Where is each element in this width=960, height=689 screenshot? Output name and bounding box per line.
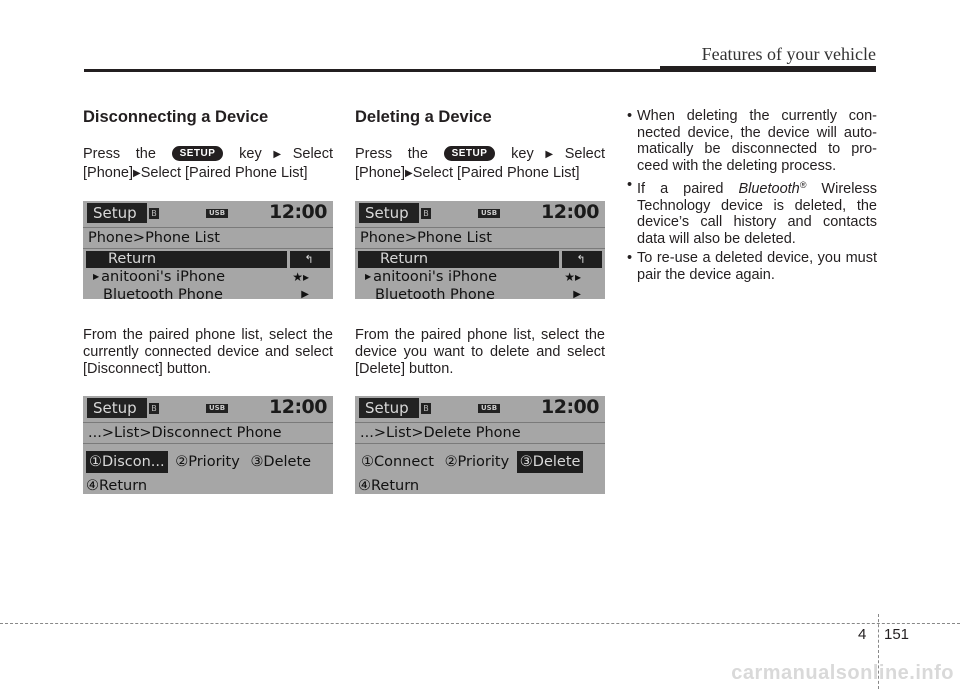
- breadcrumb: ...>List>Delete Phone: [355, 422, 605, 444]
- section-heading: Deleting a Device: [355, 108, 492, 126]
- setup-title: Setup: [87, 398, 147, 418]
- note-item: • When deleting the currently con-nected device, the device will auto-matically be disconnected to pro-ceed with the deleting process.: [625, 108, 877, 174]
- setup-title: Setup: [359, 398, 419, 418]
- bluetooth-icon: B: [149, 403, 159, 414]
- arrow-right-icon: ▶: [405, 168, 413, 179]
- list-item[interactable]: Bluetooth Phone ▶: [83, 286, 333, 299]
- priority-option[interactable]: ②Priority: [175, 454, 240, 470]
- caret-right-icon: ▶: [301, 289, 309, 299]
- arrow-right-icon: ▶: [261, 149, 293, 160]
- option-row: [83, 448, 333, 476]
- usb-icon: USB: [206, 209, 228, 218]
- option-row: [355, 448, 605, 476]
- arrow-right-icon: ▶: [133, 168, 141, 179]
- caret-right-icon: ▶: [573, 289, 581, 299]
- phone-list-screen: [355, 201, 605, 299]
- return-option[interactable]: ④Return: [86, 478, 148, 494]
- setup-title: Setup: [359, 203, 419, 223]
- footer-rule: [0, 623, 960, 624]
- priority-option[interactable]: ②Priority: [444, 454, 510, 470]
- clock: 12:00: [541, 396, 599, 418]
- instruction-line-2: [Phone]▶Select [Paired Phone List]: [83, 165, 308, 181]
- instruction-line-2: [Phone]▶Select [Paired Phone List]: [355, 165, 580, 181]
- caret-right-icon: ▶: [93, 272, 100, 281]
- chapter-number: 4: [858, 626, 867, 643]
- usb-icon: USB: [478, 404, 500, 413]
- back-icon: ↰: [559, 251, 600, 268]
- delete-phone-screen: [355, 396, 605, 494]
- note-item: • If a paired Bluetooth® Wireless Technology device is deleted, the device’s call history and contacts data will also be deleted.: [625, 177, 877, 247]
- bluetooth-icon: B: [421, 208, 431, 219]
- notes-column: [625, 108, 877, 286]
- star-icon: ★▸: [292, 270, 309, 284]
- star-icon: ★▸: [564, 270, 581, 284]
- list-item-return[interactable]: Return ↰: [86, 251, 330, 268]
- breadcrumb: Phone>Phone List: [83, 227, 333, 249]
- breadcrumb: Phone>Phone List: [355, 227, 605, 249]
- list-item[interactable]: ▶ anitooni's iPhone ★▸: [93, 269, 309, 285]
- setup-key-badge: SETUP: [172, 146, 224, 161]
- disconnect-phone-screen: [83, 396, 333, 494]
- clock: 12:00: [269, 396, 327, 418]
- list-item[interactable]: ▶ anitooni's iPhone ★▸: [365, 269, 581, 285]
- page-header-title: Features of your vehicle: [701, 44, 876, 64]
- disconnect-option[interactable]: ①Discon...: [86, 451, 168, 473]
- paragraph: From the paired phone list, select the currently connected device and select [Disconnect] button.: [83, 327, 333, 377]
- back-icon: ↰: [287, 251, 328, 268]
- page-number: 151: [884, 626, 910, 643]
- list-item[interactable]: Bluetooth Phone ▶: [355, 286, 605, 299]
- usb-icon: USB: [478, 209, 500, 218]
- setup-key-badge: SETUP: [444, 146, 496, 161]
- setup-title: Setup: [87, 203, 147, 223]
- instruction-line-1: Press the SETUP key▶Select: [83, 146, 334, 162]
- section-delete: [355, 108, 605, 494]
- section-heading: Disconnecting a Device: [83, 108, 269, 126]
- phone-list-screen: [83, 201, 333, 299]
- arrow-right-icon: ▶: [533, 149, 565, 160]
- clock: 12:00: [269, 201, 327, 223]
- header-rule-accent: [660, 66, 876, 72]
- breadcrumb: ...>List>Disconnect Phone: [83, 422, 333, 444]
- return-option[interactable]: ④Return: [358, 478, 420, 494]
- bluetooth-icon: B: [149, 208, 159, 219]
- note-item: • To re-use a deleted device, you must pair the device again.: [625, 250, 877, 283]
- list-item-return[interactable]: Return ↰: [358, 251, 602, 268]
- caret-right-icon: ▶: [365, 272, 372, 281]
- usb-icon: USB: [206, 404, 228, 413]
- connect-option[interactable]: ①Connect: [361, 454, 434, 470]
- instruction-line-1: Press the SETUP key▶Select: [355, 146, 606, 162]
- delete-option[interactable]: ③Delete: [517, 451, 584, 473]
- delete-option[interactable]: ③Delete: [250, 454, 312, 470]
- bluetooth-icon: B: [421, 403, 431, 414]
- watermark: carmanualsonline.info: [731, 662, 954, 684]
- clock: 12:00: [541, 201, 599, 223]
- paragraph: From the paired phone list, select the device you want to delete and select [Delete] button.: [355, 327, 605, 377]
- notes-list: [625, 108, 877, 283]
- section-disconnect: [83, 108, 333, 494]
